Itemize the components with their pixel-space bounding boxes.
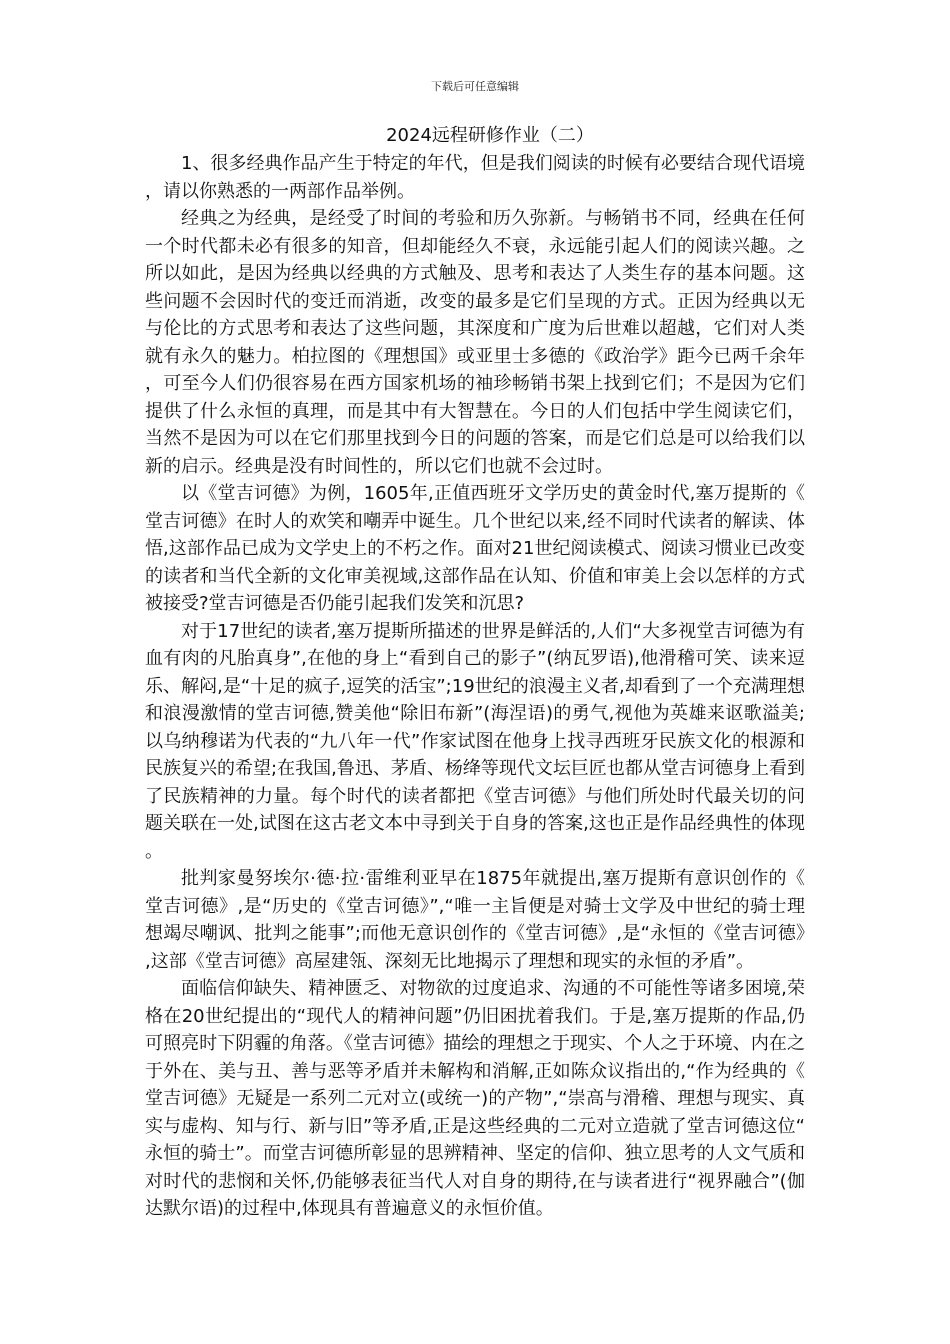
document-title: 2024远程研修作业（二） <box>386 125 594 146</box>
body-paragraph: 批判家曼努埃尔·德·拉·雷维利亚早在1875年就提出,塞万提斯有意识创作的《堂吉诃德》,是“历史的《堂吉诃德》”,“唯一主旨便是对骑士文学及中世纪的骑士理想竭尽嘲讽、批判之能事”;而他无意识创作的《堂吉诃德》,是“永恒的《堂吉诃德》,这部《堂吉诃德》高屋建瓴、深刻无比地揭示了理想和现实的永恒的矛盾”。 <box>145 868 805 972</box>
body-paragraph: 面临信仰缺失、精神匮乏、对物欲的过度追求、沟通的不可能性等诸多困境,荣格在20世纪提出的“现代人的精神问题”仍旧困扰着我们。于是,塞万提斯的作品,仍可照亮时下阴霾的角落。《堂吉诃德》描绘的理想之于现实、个人之于环境、内在之于外在、美与丑、善与恶等矛盾并未解构和消解,正如陈众议指出的,“作为经典的《堂吉诃德》无疑是一系列二元对立(或统一)的产物”,“崇高与滑稽、理想与现实、真实与虚构、知与行、新与旧”等矛盾,正是这些经典的二元对立造就了堂吉诃德这位“永恒的骑士”。而堂吉诃德所彰显的思辨精神、坚定的信仰、独立思考的人文气质和对时代的悲悯和关怀,仍能够表征当代人对自身的期待,在与读者进行“视界融合”(伽达默尔语)的过程中,体现具有普遍意义的永恒价值。 <box>145 978 805 1219</box>
question-paragraph: 1、很多经典作品产生于特定的年代，但是我们阅读的时候有必要结合现代语境，请以你熟悉的一两部作品举例。 <box>145 153 805 202</box>
header-note: 下载后可任意编辑 <box>431 80 519 93</box>
body-paragraph: 对于17世纪的读者,塞万提斯所描述的世界是鲜活的,人们“大多视堂吉诃德为有血有肉的凡胎真身”,在他的身上“看到自己的影子”(纳瓦罗语),他滑稽可笑、读来逗乐、解闷,是“十足的疯子,逗笑的活宝”;19世纪的浪漫主义者,却看到了一个充满理想和浪漫激情的堂吉诃德,赞美他“除旧布新”(海涅语)的勇气,视他为英雄来讴歌溢美;以乌纳穆诺为代表的“九八年一代”作家试图在他身上找寻西班牙民族文化的根源和民族复兴的希望;在我国,鲁迅、茅盾、杨绛等现代文坛巨匠也都从堂吉诃德身上看到了民族精神的力量。每个时代的读者都把《堂吉诃德》与他们所处时代最关切的问题关联在一处,试图在这古老文本中寻到关于自身的答案,这也正是作品经典性的体现。 <box>145 620 805 862</box>
body-paragraph: 经典之为经典，是经受了时间的考验和历久弥新。与畅销书不同，经典在任何一个时代都未必有很多的知音，但却能经久不衰，永远能引起人们的阅读兴趣。之所以如此，是因为经典以经典的方式触及、思考和表达了人类生存的基本问题。这些问题不会因时代的变迁而消逝，改变的最多是它们呈现的方式。正因为经典以无与伦比的方式思考和表达了这些问题，其深度和广度为后世难以超越，它们对人类就有永久的魅力。柏拉图的《理想国》或亚里士多德的《政治学》距今已两千余年，可至今人们仍很容易在西方国家机场的袖珍畅销书架上找到它们；不是因为它们提供了什么永恒的真理，而是其中有大智慧在。今日的人们包括中学生阅读它们，当然不是因为可以在它们那里找到今日的问题的答案，而是它们总是可以给我们以新的启示。经典是没有时间性的，所以它们也就不会过时。 <box>145 208 805 477</box>
body-paragraph: 以《堂吉诃德》为例，1605年,正值西班牙文学历史的黄金时代,塞万提斯的《堂吉诃德》在时人的欢笑和嘲弄中诞生。几个世纪以来,经不同时代读者的解读、体悟,这部作品已成为文学史上的不朽之作。面对21世纪阅读模式、阅读习惯业已改变的读者和当代全新的文化审美视域,这部作品在认知、价值和审美上会以怎样的方式被接受?堂吉诃德是否仍能引起我们发笑和沉思? <box>145 483 805 614</box>
document-body <box>145 150 805 1223</box>
